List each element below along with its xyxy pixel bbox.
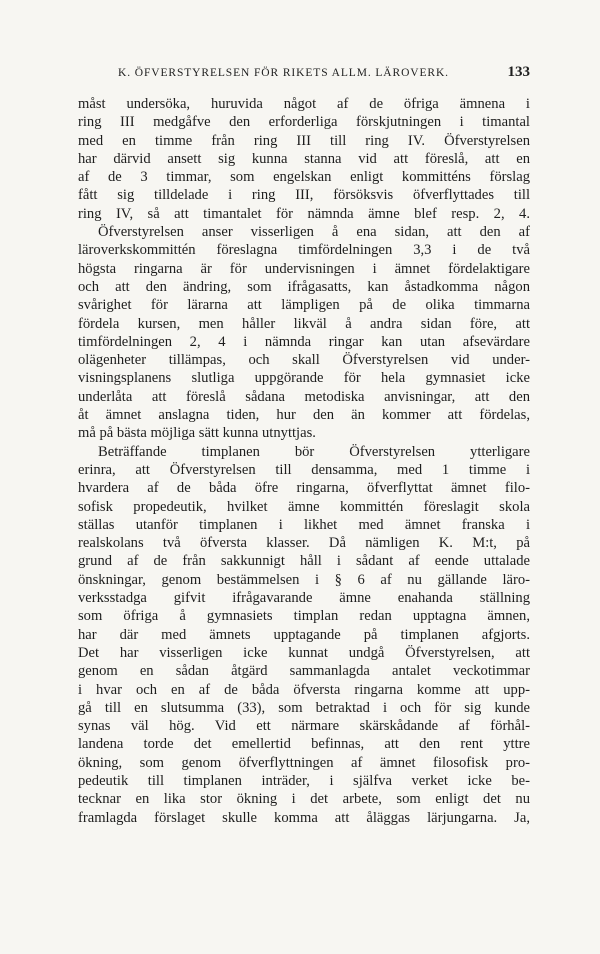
page-header — [78, 64, 530, 84]
running-head: K. ÖFVERSTYRELSEN FÖR RIKETS ALLM. LÄROVERK. — [118, 67, 449, 79]
text-line: Det har visserligen icke kunnat undgå Öfverstyrelsen, att — [78, 644, 530, 661]
text-line: landena torde det emellertid befinnas, att den rent yttre — [78, 736, 530, 753]
text-line: högsta ringarna är för undervisningen i ämnet fördelaktigare — [78, 260, 530, 277]
text-line: Beträffande timplanen bör Öfverstyrelsen ytterligare — [98, 443, 530, 460]
text-line: synas väl hög. Vid ett närmare skärskådande af förhål- — [78, 718, 530, 735]
text-line: fått sig tilldelade i ring III, försöksvis öfverflyttades till — [78, 187, 530, 204]
text-line: ring IV, så att timantalet för nämnda ämne blef resp. 2, 4. — [78, 205, 530, 222]
text-line: Öfverstyrelsen anser visserligen å ena sidan, att den af — [98, 224, 530, 241]
text-line: önskningar, genom bestämmelsen i § 6 af nu gällande läro- — [78, 571, 530, 588]
text-line: underlåta att föreslå sådana metodiska anvisningar, att den — [78, 388, 530, 405]
text-line: läroverkskommittén föreslagna timfördelningen 3,3 i de två — [78, 242, 530, 259]
text-line: genom en sådan åtgärd sammanlagda antalet veckotimmar — [78, 663, 530, 680]
text-line: åt ämnet anslagna tiden, hur den än kommer att fördelas, — [78, 407, 530, 424]
text-line: fördela kursen, men håller likväl å andra sidan före, att — [78, 315, 530, 332]
text-line: ring III medgåfve den erforderliga förskjutningen i timantal — [78, 114, 530, 131]
text-line: erinra, att Öfverstyrelsen till densamma, med 1 timme i — [78, 461, 530, 478]
text-line: visningsplanens slutliga uppgörande för hela gymnasiet icke — [78, 370, 530, 387]
text-line: ökning, som genom öfverflyttningen af ämnet filosofisk pro- — [78, 754, 530, 771]
text-line: har där med ämnets upptagande på timplanen afgjorts. — [78, 626, 530, 643]
book-page — [78, 0, 530, 954]
text-line: pedeutik till timplanen inträder, i själfva verket icke be- — [78, 772, 530, 789]
text-line: i hvar och en af de båda öfversta ringarna komme att upp- — [78, 681, 530, 698]
text-line: af de 3 timmar, som engelskan enligt kommitténs förslag — [78, 169, 530, 186]
text-line: framlagda förslaget skulle komma att åläggas lärjungarna. Ja, — [78, 809, 530, 826]
text-line: har därvid ansett sig kunna stanna vid att föreslå, att en — [78, 150, 530, 167]
text-line: gå till en slutsumma (33), som betraktad i och för sig kunde — [78, 699, 530, 716]
text-line: som öfriga å gymnasiets timplan redan upptagna ämnen, — [78, 608, 530, 625]
text-line: realskolans två öfversta klasser. Då nämligen K. M:t, på — [78, 535, 530, 552]
page-number: 133 — [507, 64, 530, 80]
text-line: olägenheter tillämpas, och skall Öfverstyrelsen vid under- — [78, 352, 530, 369]
text-line: och att den ändring, som ifrågasatts, kan åstadkomma någon — [78, 278, 530, 295]
text-line: med en timme från ring III till ring IV. Öfverstyrelsen — [78, 132, 530, 149]
text-line: grund af de från sakkunnigt håll i sådant af eende uttalade — [78, 553, 530, 570]
text-line: tecknar en lika stor ökning i det arbete, som enligt det nu — [78, 791, 530, 808]
text-line: ställas utanför timplanen i likhet med ämnet franska i — [78, 516, 530, 533]
text-line: svårighet för lärarna att lämpligen på de olika timmarna — [78, 297, 530, 314]
text-line: verksstadga gifvit ifrågavarande ämne enahanda ställning — [78, 590, 530, 607]
text-line: må på bästa möjliga sätt kunna utnyttjas. — [78, 425, 316, 442]
text-line: hvardera af de båda öfre ringarna, öfverflyttat ämnet filo- — [78, 480, 530, 497]
text-line: sofisk propedeutik, hvilket ämne kommittén föreslagit skola — [78, 498, 530, 515]
text-line: timfördelningen 2, 4 i nämnda ringar kan utan afsevärdare — [78, 333, 530, 350]
text-line: måst undersöka, huruvida något af de öfriga ämnena i — [78, 96, 530, 112]
body-text — [78, 95, 530, 827]
